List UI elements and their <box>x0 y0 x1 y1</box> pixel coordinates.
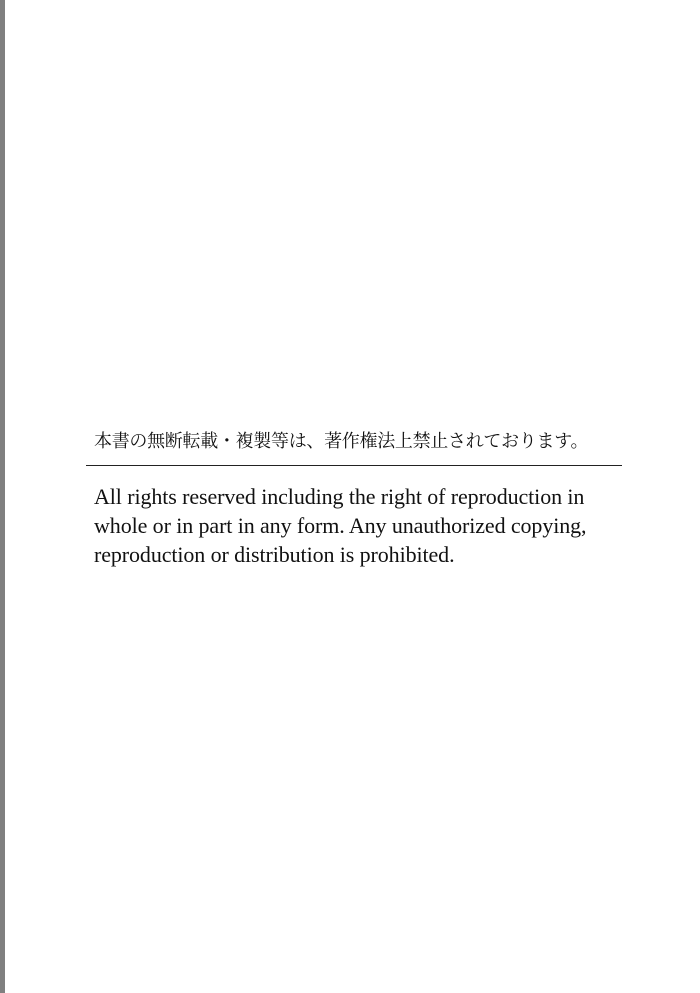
copyright-english-line-2: whole or in part in any form. Any unauthorized copying, <box>94 513 587 538</box>
divider-line <box>86 465 622 466</box>
copyright-english-text <box>86 482 622 569</box>
page-left-edge <box>0 0 5 993</box>
copyright-notice <box>86 428 622 569</box>
copyright-english-line-1: All rights reserved including the right of reproduction in <box>94 484 585 509</box>
copyright-japanese-text: 本書の無断転載・複製等は、著作権法上禁止されております。 <box>94 431 589 452</box>
copyright-english-line-3: reproduction or distribution is prohibited. <box>94 542 455 567</box>
